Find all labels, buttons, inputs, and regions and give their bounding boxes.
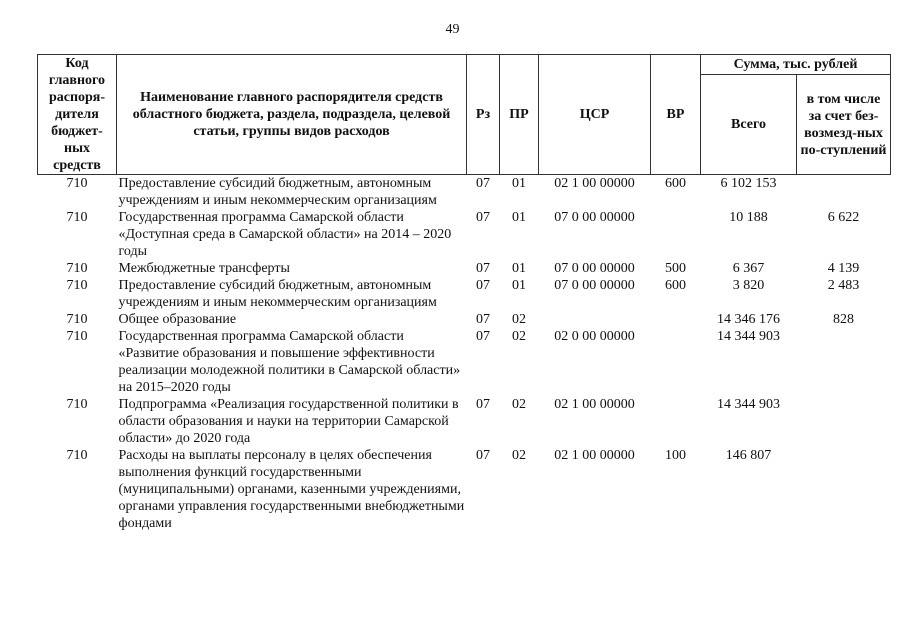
table-row — [38, 447, 891, 532]
row-total: 6 367 — [732, 261, 765, 276]
row-pr: 01 — [512, 210, 526, 225]
row-csr — [539, 311, 651, 328]
header-free: в том числе за счет без-возмезд-ных по-ступлений — [797, 75, 891, 175]
row-rz: 07 — [476, 329, 490, 344]
row-free — [797, 175, 891, 210]
row-pr: 01 — [512, 176, 526, 191]
header-name: Наименование главного распорядителя средств областного бюджета, раздела, подраздела, целевой статьи, группы видов расходов — [117, 55, 467, 175]
table-row — [38, 396, 891, 447]
table-row — [38, 328, 891, 396]
row-free: 4 139 — [827, 261, 860, 276]
row-total: 146 807 — [725, 448, 772, 463]
row-total: 14 344 903 — [717, 397, 780, 412]
header-total: Всего — [701, 75, 797, 175]
row-name: Государственная программа Самарской области «Доступная среда в Самарской области» на 2014 – 2020 годы — [118, 210, 452, 259]
row-pr: 02 — [512, 329, 526, 344]
row-free — [797, 328, 891, 396]
row-total: 3 820 — [732, 278, 765, 293]
row-csr: 02 1 00 00000 — [554, 176, 635, 191]
row-code: 710 — [66, 329, 88, 344]
row-vr: 100 — [665, 448, 686, 463]
header-rz: Рз — [467, 55, 500, 175]
row-rz: 07 — [476, 210, 490, 225]
row-rz: 07 — [476, 397, 490, 412]
row-rz: 07 — [476, 261, 490, 276]
row-name: Межбюджетные трансферты — [118, 261, 290, 276]
row-name: Общее образование — [118, 312, 237, 327]
row-name: Предоставление субсидий бюджетным, автономным учреждениям и иным некоммерческим организациям — [118, 278, 437, 310]
table-row — [38, 260, 891, 277]
row-rz: 07 — [476, 176, 490, 191]
row-free: 828 — [833, 312, 854, 327]
row-csr: 02 0 00 00000 — [554, 329, 635, 344]
table-row — [38, 277, 891, 311]
row-code: 710 — [66, 261, 88, 276]
row-pr: 02 — [512, 312, 526, 327]
table-row — [38, 311, 891, 328]
row-pr: 01 — [512, 261, 526, 276]
row-vr — [651, 311, 701, 328]
row-total: 10 188 — [729, 210, 768, 225]
header-pr: ПР — [500, 55, 539, 175]
row-vr — [651, 396, 701, 447]
row-csr: 02 1 00 00000 — [554, 448, 635, 463]
row-total: 14 344 903 — [717, 329, 780, 344]
row-name: Расходы на выплаты персоналу в целях обеспечения выполнения функций государственными (муниципальными) органами, казенными учреждениями, органами управления государственными внебюджетными фондами — [118, 448, 465, 531]
row-rz: 07 — [476, 278, 490, 293]
table-body — [38, 175, 891, 533]
table-row — [38, 209, 891, 260]
row-vr: 600 — [665, 278, 686, 293]
row-pr: 02 — [512, 448, 526, 463]
row-csr: 02 1 00 00000 — [554, 397, 635, 412]
header-sum-group: Сумма, тыс. рублей — [701, 55, 891, 75]
row-rz: 07 — [476, 312, 490, 327]
row-code: 710 — [66, 448, 88, 463]
row-vr — [651, 209, 701, 260]
row-rz: 07 — [476, 448, 490, 463]
row-free: 2 483 — [827, 278, 860, 293]
row-free: 6 622 — [827, 210, 860, 225]
row-pr: 01 — [512, 278, 526, 293]
row-csr: 07 0 00 00000 — [554, 210, 635, 225]
row-total: 6 102 153 — [720, 176, 777, 191]
row-code: 710 — [66, 210, 88, 225]
budget-table — [37, 54, 891, 532]
row-code: 710 — [66, 397, 88, 412]
row-code: 710 — [66, 176, 88, 191]
row-total: 14 346 176 — [717, 312, 780, 327]
header-code: Код главного распоря-дителя бюджет-ных средств — [38, 55, 117, 175]
row-vr: 600 — [665, 176, 686, 191]
header-csr: ЦСР — [539, 55, 651, 175]
row-name: Подпрограмма «Реализация государственной политики в области образования и науки на территории Самарской области» до 2020 года — [118, 397, 459, 446]
row-csr: 07 0 00 00000 — [554, 261, 635, 276]
row-pr: 02 — [512, 397, 526, 412]
row-csr: 07 0 00 00000 — [554, 278, 635, 293]
row-free — [797, 447, 891, 532]
row-vr: 500 — [665, 261, 686, 276]
row-free — [797, 396, 891, 447]
row-name: Предоставление субсидий бюджетным, автономным учреждениям и иным некоммерческим организациям — [118, 176, 437, 208]
row-code: 710 — [66, 278, 88, 293]
row-vr — [651, 328, 701, 396]
header-vr: ВР — [651, 55, 701, 175]
table-header — [38, 55, 891, 175]
row-name: Государственная программа Самарской области «Развитие образования и повышение эффективности реализации молодежной политики в Самарской области» на 2015–2020 годы — [118, 329, 461, 395]
table-row — [38, 175, 891, 210]
row-code: 710 — [66, 312, 88, 327]
page-number: 49 — [445, 22, 460, 37]
